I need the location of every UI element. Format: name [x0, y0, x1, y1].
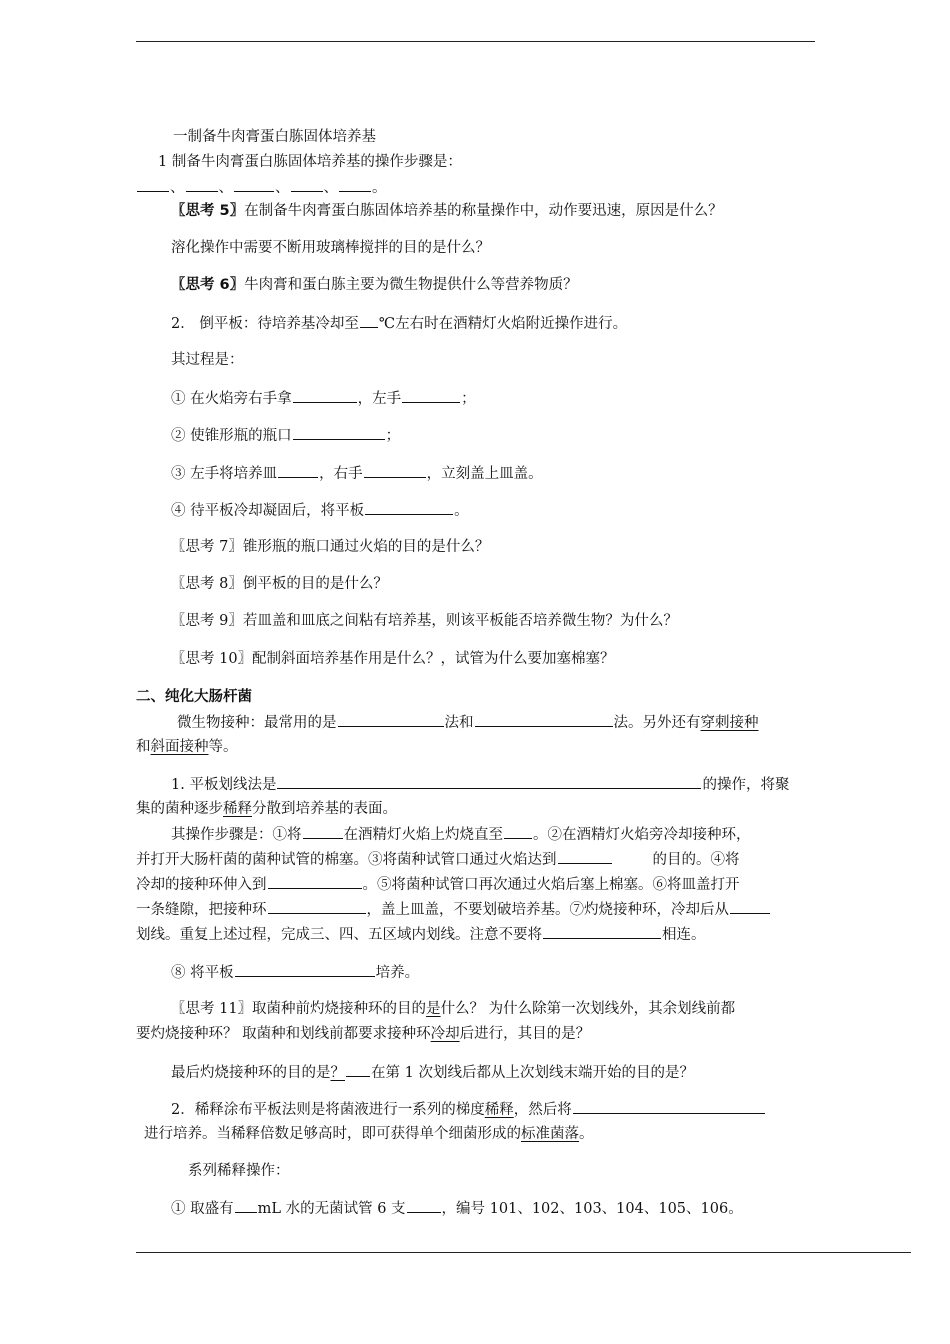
fill-blank[interactable]: [235, 1198, 257, 1213]
section1-title: 一制备牛肉膏蛋白胨固体培养基: [173, 129, 376, 145]
think5: 〖思考 5〗在制备牛肉膏蛋白胨固体培养基的称量操作中，动作要迅速，原因是什么？: [171, 203, 723, 219]
dilution-line-2: 进行培养。当稀释倍数足够高时，即可获得单个细菌形成的标准菌落。: [144, 1126, 594, 1142]
process-step-1: ① 在火焰旁右手拿 ，左手 ；: [171, 388, 476, 409]
think9: 〖思考 9〗若皿盖和皿底之间粘有培养基，则该平板能否培养微生物？为什么？: [171, 613, 678, 629]
final-flame-question: 最后灼烧接种环的目的是？ 在第 1 次划线后都从上次划线末端开始的目的是？: [171, 1062, 694, 1083]
process-step-2: ② 使锥形瓶的瓶口 ；: [171, 425, 400, 446]
fill-blank[interactable]: [293, 388, 357, 403]
footer-rule: [136, 1252, 911, 1253]
steps-line-2: 并打开大肠杆菌的菌种试管的棉塞。③将菌种试管口通过火焰达到 的目的。④将: [136, 849, 740, 870]
dilution-line-1: 2．稀释涂布平板法则是将菌液进行一系列的梯度稀释，然后将: [171, 1099, 766, 1120]
think11-line-1: 〖思考 11〗取菌种前灼烧接种环的目的是什么？ 为什么除第一次划线外，其余划线前都: [171, 1001, 736, 1017]
streak-line-1: 1. 平板划线法是 的操作，将聚: [171, 774, 789, 795]
think6: 〖思考 6〗牛肉膏和蛋白胨主要为微生物提供什么等营养物质？: [171, 277, 578, 293]
streak-line-2: 集的菌种逐步稀释分散到培养基的表面。: [136, 801, 397, 817]
think11-line-2: 要灼烧接种环？ 取菌种和划线前都要求接种环冷却后进行，其目的是？: [136, 1026, 591, 1042]
inoculation-line-2: 和斜面接种等。: [136, 739, 238, 755]
fill-blank[interactable]: [268, 874, 362, 889]
fill-blank[interactable]: [235, 962, 375, 977]
fill-blank[interactable]: [364, 463, 426, 478]
fill-blank[interactable]: [234, 177, 274, 192]
pour-plate-line: 2． 倒平板：待培养基冷却至 ℃左右时在酒精灯火焰附近操作进行。: [171, 313, 627, 334]
process-step-3: ③ 左手将培养皿 ，右手 ，立刻盖上皿盖。: [171, 463, 543, 484]
steps-line-6: ⑧ 将平板 培养。: [171, 962, 419, 983]
tube-step: ① 取盛有 mL 水的无菌试管 6 支 ，编号 101、102、103、104、105、106。: [171, 1198, 743, 1219]
inoculation-line: 微生物接种：最常用的是 法和 法。另外还有穿刺接种: [177, 712, 759, 733]
steps-line-1: 其操作步骤是：①将 在酒精灯火焰上灼烧直至 。②在酒精灯火焰旁冷却接种环，: [171, 824, 751, 845]
fill-blank[interactable]: [558, 849, 612, 864]
serial-dilution-label: 系列稀释操作：: [188, 1163, 290, 1179]
process-label: 其过程是：: [171, 352, 244, 368]
fill-blank[interactable]: [407, 1198, 441, 1213]
fill-blank[interactable]: [402, 388, 460, 403]
fill-blank[interactable]: [360, 313, 378, 328]
section2-title: 二、纯化大肠杆菌: [136, 689, 252, 705]
fill-blank[interactable]: [278, 463, 318, 478]
fill-blank[interactable]: [137, 177, 169, 192]
step1-line: 1 制备牛肉膏蛋白胨固体培养基的操作步骤是：: [158, 154, 462, 170]
fill-blank[interactable]: [346, 1062, 370, 1077]
fill-blank[interactable]: [293, 425, 385, 440]
fill-blank[interactable]: [365, 500, 453, 515]
steps-line-3: 冷却的接种环伸入到 。⑤将菌种试管口再次通过火焰后塞上棉塞。⑥将皿盖打开: [136, 874, 740, 895]
steps-line-5: 划线。重复上述过程，完成三、四、五区域内划线。注意不要将 相连。: [136, 924, 706, 945]
fill-blank[interactable]: [303, 824, 343, 839]
header-rule: [136, 41, 815, 42]
fill-blank[interactable]: [573, 1099, 765, 1114]
fill-blank[interactable]: [504, 824, 532, 839]
step1-blanks: 、 、 、 、 。: [136, 177, 387, 198]
fill-blank[interactable]: [339, 177, 371, 192]
dissolve-question: 溶化操作中需要不断用玻璃棒搅拌的目的是什么？: [171, 240, 490, 256]
fill-blank[interactable]: [291, 177, 323, 192]
process-step-4: ④ 待平板冷却凝固后，将平板 。: [171, 500, 469, 521]
fill-blank[interactable]: [186, 177, 218, 192]
fill-blank[interactable]: [277, 774, 701, 789]
fill-blank[interactable]: [730, 899, 770, 914]
think7: 〖思考 7〗锥形瓶的瓶口通过火焰的目的是什么？: [171, 539, 490, 555]
fill-blank[interactable]: [268, 899, 366, 914]
think8: 〖思考 8〗倒平板的目的是什么？: [171, 576, 388, 592]
fill-blank[interactable]: [338, 712, 444, 727]
fill-blank[interactable]: [543, 924, 661, 939]
fill-blank[interactable]: [475, 712, 613, 727]
think10: 〖思考 10〗配制斜面培养基作用是什么？，试管为什么要加塞棉塞？: [171, 651, 615, 667]
steps-line-4: 一条缝隙，把接种环 ，盖上皿盖，不要划破培养基。⑦灼烧接种环，冷却后从: [136, 899, 771, 920]
